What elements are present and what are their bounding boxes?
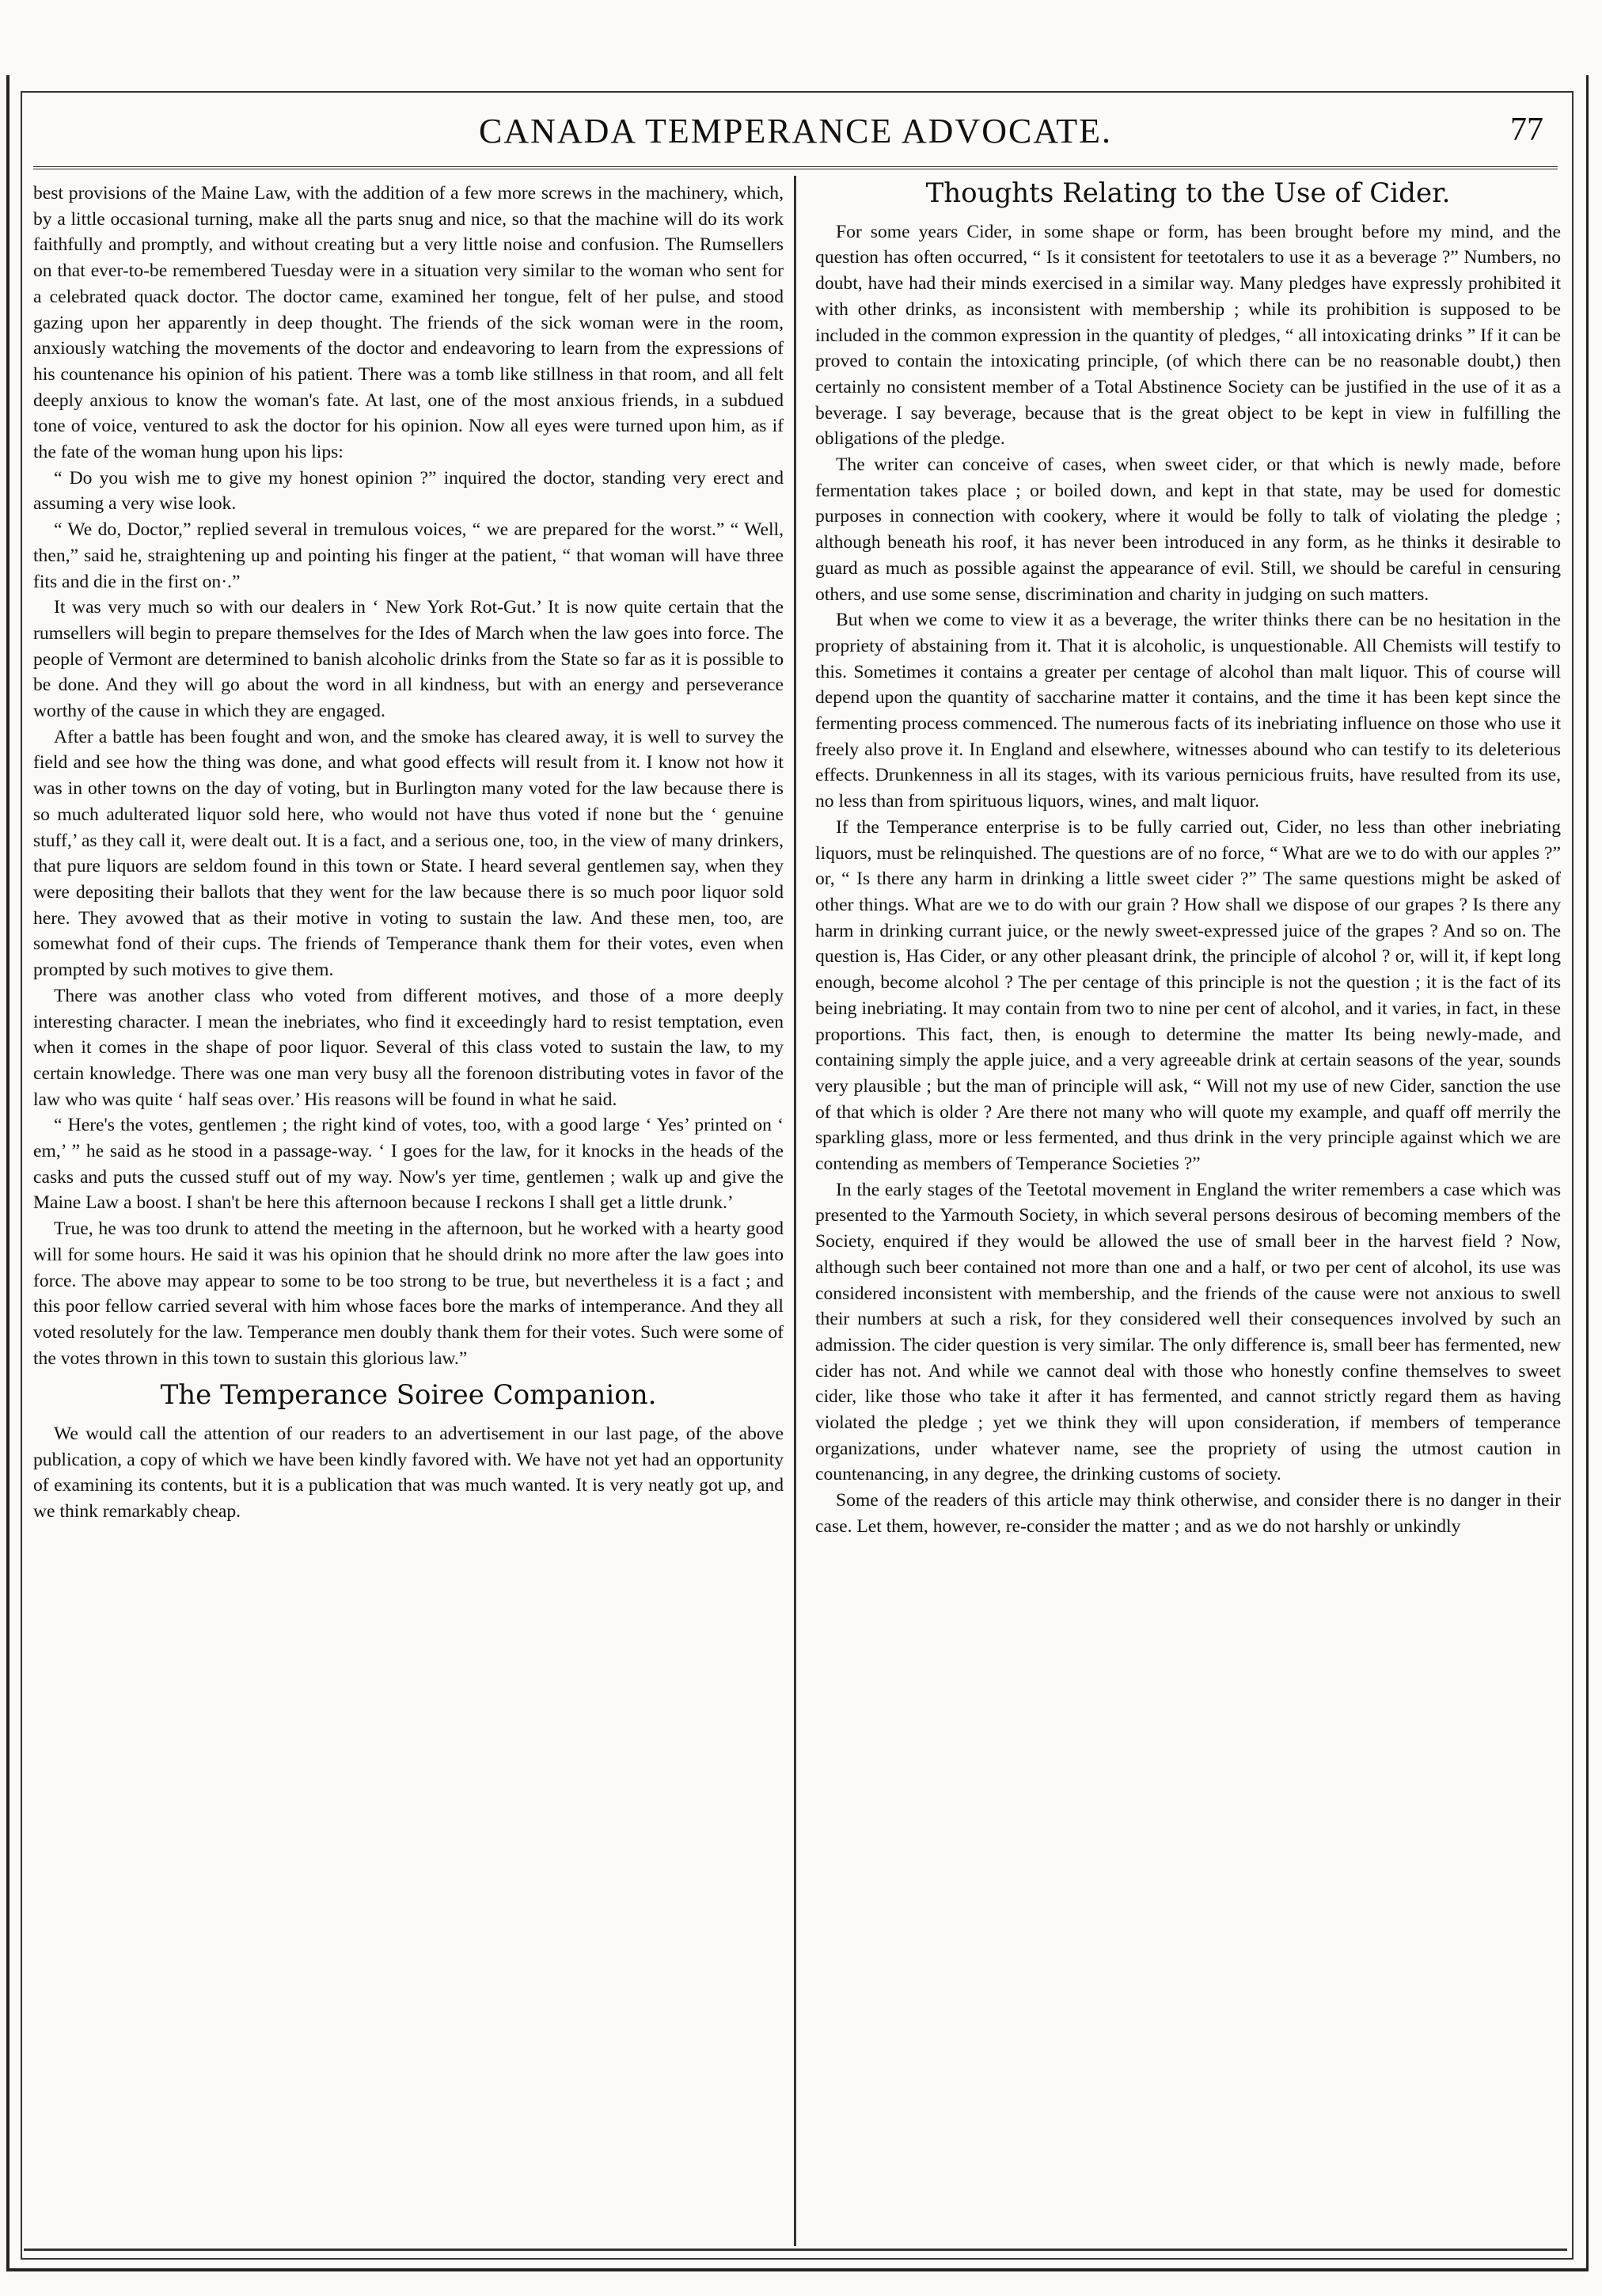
page-number: 77 [1510, 112, 1543, 148]
header-rule [33, 166, 1558, 169]
article-paragraph: After a battle has been fought and won, and the smoke has cleared away, it is well to survey the field and see how the thing was done, and what good effects will result from it. I know not how it was in other towns on the day of voting, but in Burlington many voted for the law because there is so much adulterated liquor sold here, who would not have thus voted if none but the ‘ genuine stuff,’ as they call it, were dealt out. It is a fact, and a serious one, too, in the view of many drinkers, that pure liquors are seldom found in this town or State. I heard several gentlemen say, when they were depositing their ballots that they went for the law because there is so much poor liquor sold here. They avowed that as their motive in voting to sustain the law. And these men, too, are somewhat fond of their cups. The friends of Temperance thank them for their votes, even when prompted by such motives to give them. [33, 726, 784, 981]
article-paragraph: In the early stages of the Teetotal movement in England the writer remembers a case which was presented to the Yarmouth Society, in which several persons desirous of becoming members of the Society, enquired if they would be allowed the use of small beer in the harvest field ? Now, although such beer contained not more than one and a half, or two per cent of alcohol, its use was considered inconsistent with membership, and the friends of the cause were not anxious to swell their numbers at such a risk, for they considered well their consequences involved by such an admission. The cider question is very similar. The only difference is, small beer has fermented, new cider has not. And while we cannot deal with those who honestly confine themselves to sweet cider, like those who take it after it has fermented, and cannot strictly regard them as having violated the pledge ; yet we think they will upon consideration, if members of temperance organizations, under whatever name, see the propriety of using the utmost caution in countenancing, in any degree, the drinking customs of society. [815, 1179, 1561, 1485]
journal-title: CANADA TEMPERANCE ADVOCATE. [478, 112, 1113, 150]
article-paragraph: For some years Cider, in some shape or form, has been brought before my mind, and the question has often occurred, “ Is it consistent for teetotalers to use it as a beverage ?” Numbers, no doubt, have had their minds exercised in a similar way. Many pledges have expressly prohibited it with other drinks, as inconsistent with membership ; while its prohibition is supposed to be included in the common expression in the quantity of pledges, “ all intoxicating drinks ” If it can be proved to contain the intoxicating principle, (of which there can be no reasonable doubt,) then certainly no consistent member of a Total Abstinence Society can be justified in the use of it as a beverage. I say beverage, because that is the great object to be kept in view in fulfilling the obligations of the pledge. [815, 221, 1561, 450]
article-heading-soiree: The Temperance Soiree Companion. [160, 1379, 657, 1412]
article-paragraph: It was very much so with our dealers in ‘ New York Rot-Gut.’ It is now quite certain that the rumsellers will begin to prepare themselves for the Ides of March when the law goes into force. The people of Vermont are determined to banish alcoholic drinks from the State so far as it is possible to be done. And they will go about the word in all kindness, but with an energy and perseverance worthy of the cause in which they are engaged. [33, 597, 784, 722]
article-paragraph: True, he was too drunk to attend the meeting in the afternoon, but he worked with a hearty good will for some hours. He said it was his opinion that he should drink no more after the law goes into force. The above may appear to some to be too strong to be true, but nevertheless it is a fact ; and this poor fellow carried several with him whose faces bore the marks of intemperance. And they all voted resolutely for the law. Temperance men doubly thank them for their votes. Such were some of the votes thrown in this town to sustain this glorious law.” [33, 1218, 784, 1369]
article-paragraph: The writer can conceive of cases, when sweet cider, or that which is newly made, before fermentation takes place ; or boiled down, and kept in that state, may be used for domestic purposes in connection with cookery, where it would be folly to talk of violating the pledge ; although beneath his roof, it has never been introduced in any form, as he thinks it desirable to guard as much as possible against the appearance of evil. Still, we should be careful in censuring others, and use some sense, discrimination and charity in judging on such matters. [815, 454, 1561, 605]
column-divider [794, 176, 796, 2246]
page-header [32, 111, 1559, 158]
article-paragraph: best provisions of the Maine Law, with the addition of a few more screws in the machinery, which, by a little occasional turning, make all the parts snug and nice, so that the machine will do its work faithfully and promptly, and without creating but a very little noise and confusion. The Rumsellers on that ever-to-be remembered Tuesday were in a situation very similar to the woman who sent for a celebrated quack doctor. The doctor came, examined her tongue, felt of her pulse, and stood gazing upon her apparently in deep thought. The friends of the sick woman were in the room, anxiously watching the movements of the doctor and endeavoring to learn from the expressions of his countenance his opinion of his patient. There was a tomb like stillness in that room, and all felt deeply anxious to know the woman's fate. At last, one of the most anxious friends, in a subdued tone of voice, ventured to ask the doctor for his opinion. Now all eyes were turned upon him, as if the fate of the woman hung upon his lips: [33, 183, 784, 463]
bottom-rule [24, 2248, 1567, 2251]
article-paragraph: “ Do you wish me to give my honest opinion ?” inquired the doctor, standing very erect and assuming a very wise look. [33, 467, 784, 515]
left-column [33, 181, 784, 1525]
article-paragraph: “ Here's the votes, gentlemen ; the right kind of votes, too, with a good large ‘ Yes’ printed on ‘ em,’ ” he said as he stood in a passage-way. ‘ I goes for the law, for it knocks in the heads of the casks and puts the cussed stuff out of my way. Now's yer time, gentlemen ; walk up and give the Maine Law a boost. I shan't be here this afternoon because I reckons I shall get a little drunk.’ [33, 1115, 784, 1214]
right-column [815, 177, 1561, 1540]
article-paragraph: But when we come to view it as a beverage, the writer thinks there can be no hesitation in the propriety of abstaining from it. That it is alcoholic, is unquestionable. All Chemists will testify to this. Sometimes it contains a greater per centage of alcohol than malt liquor. This of course will depend upon the quantity of saccharine matter it contains, and the time it has been kept since the fermenting process commenced. The numerous facts of its inebriating influence on those who use it freely also prove it. In England and elsewhere, witnesses abound who can testify to its deleterious effects. Drunkenness in all its stages, with its various pernicious fruits, have resulted from its use, no less than from spirituous liquors, wines, and malt liquor. [815, 610, 1561, 812]
article-paragraph: “ We do, Doctor,” replied several in tremulous voices, “ we are prepared for the worst.” “ Well, then,” said he, straightening up and pointing his finger at the patient, “ that woman will have three fits and die in the first on·.” [33, 519, 784, 592]
article-paragraph: Some of the readers of this article may think otherwise, and consider there is no danger in their case. Let them, however, re-consider the matter ; and as we do not harshly or unkindly [815, 1490, 1561, 1537]
article-paragraph: There was another class who voted from different motives, and those of a more deeply interesting character. I mean the inebriates, who find it exceedingly hard to resist temptation, even when it comes in the shape of poor liquor. Several of this class voted to sustain the law, to my certain knowledge. There was one man very busy all the forenoon distributing votes in favor of the law who was quite ‘ half seas over.’ His reasons will be found in what he said. [33, 985, 784, 1110]
article-paragraph: We would call the attention of our readers to an advertisement in our last page, of the above publication, a copy of which we have been kindly favored with. We have not yet had an opportunity of examining its contents, but it is a publication that was much wanted. It is very neatly got up, and we think remarkably cheap. [33, 1424, 784, 1522]
article-heading-cider: Thoughts Relating to the Use of Cider. [925, 177, 1451, 209]
article-paragraph: If the Temperance enterprise is to be fully carried out, Cider, no less than other inebriating liquors, must be relinquished. The questions are of no force, “ What are we to do with our apples ?” or, “ Is there any harm in drinking a little sweet cider ?” The same questions might be asked of other things. What are we to do with our grain ? How shall we dispose of our grapes ? Is there any harm in drinking currant juice, or the newly sweet-expressed juice of the grapes ? And so on. The question is, Has Cider, or any other pleasant drink, the principle of alcohol ? or, will it, if kept long enough, become alcohol ? The per centage of this principle is not the question ; it is the fact of its being inebriating. It may contain from two to nine per cent of alcohol, and it varies, in fact, in these proportions. This fact, then, is enough to determine the matter Its being newly-made, and containing simply the apple juice, and a very agreeable drink at certain seasons of the year, sounds very plausible ; but the man of principle will ask, “ Will not my use of new Cider, sanction the use of that which is older ? Are there not many who will quote my example, and quaff off merrily the sparkling glass, more or less fermented, and thus drink in the very principle against which we are contending as members of Temperance Societies ?” [815, 816, 1561, 1175]
